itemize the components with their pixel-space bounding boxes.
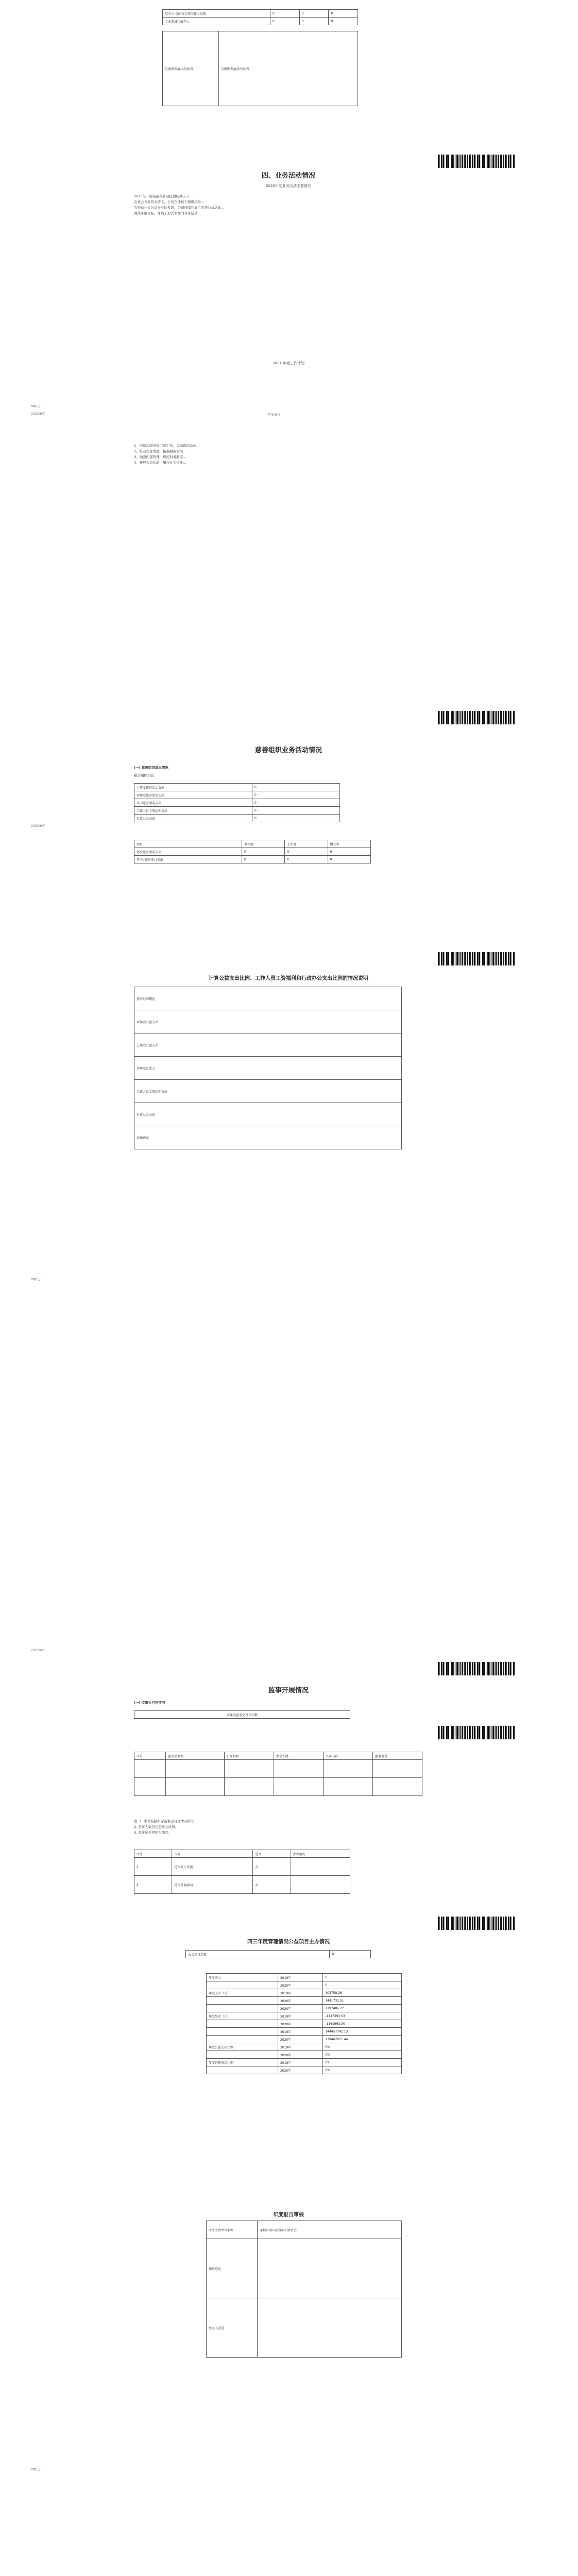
- section-title: 慈善组织业务活动情况: [254, 747, 322, 754]
- sub-heading: (一) 慈善组织基本情况: [134, 766, 168, 770]
- table-row: 工作人员工资福利支出 0: [134, 807, 340, 815]
- table-row: [163, 31, 358, 106]
- table-row: 2019年 144457342.13: [207, 2028, 402, 2036]
- table-row: 年度结余（元） 2019年 -1117393.93: [207, 2012, 402, 2020]
- staff-table: [162, 9, 358, 25]
- table-row: 其中: 慈善项目支出 0 0 0: [134, 856, 371, 863]
- table-row: 其中:社会团体专职工作人员数 0 0 0: [163, 10, 358, 18]
- table-row: 2020年 1441732.51: [207, 1997, 402, 2005]
- review-table-small: [206, 2221, 402, 2358]
- table-row: 2020年 138462021.44: [207, 2036, 402, 2043]
- page-header: 2021/6/7: [31, 412, 45, 416]
- table-row: 年度慈善活动支出 0 0 0: [134, 848, 371, 856]
- page-5: [31, 1973, 546, 2488]
- section-title: 年度报告审核: [273, 2212, 304, 2218]
- row-value: 互联网发展状况说明: [219, 31, 358, 106]
- page-footer: http://...: [31, 2468, 44, 2471]
- section-title: 计算公益支出比例、工作人员工资福利和行政办公支出比例的情况说明: [209, 976, 368, 981]
- barcode-image: [438, 1726, 515, 1739]
- table-row: 2020年 2197486.27: [207, 2005, 402, 2012]
- table-row: 经办人意见: [207, 2298, 402, 2358]
- table-row: 本年度监事会召开次数: [134, 1711, 350, 1719]
- table-row: 工作人员工资福利支出: [134, 1080, 402, 1103]
- project-count-table: [185, 1950, 371, 1958]
- barcode-image: [438, 155, 515, 168]
- table-row: 2020年 0%: [207, 2051, 402, 2059]
- notes: 注: 1. 本表按照实际监事会召开情况填写。 2. 监事人数包括监事会成员。 3. 监事意见须如实填写。: [134, 1819, 198, 1835]
- row-label: 专业领域代表性人: [163, 18, 270, 25]
- table-row: [134, 1760, 422, 1778]
- table-row: 2 是否开展活动 否: [134, 1876, 350, 1894]
- table-row: 业务主管单位名称 深圳市南山区残疾人联合会: [207, 2221, 402, 2239]
- table-row: 专业领域代表性人 0 0 0: [163, 18, 358, 25]
- table-row: 慈善组织概述: [134, 987, 402, 1010]
- barcode-image: [438, 711, 515, 724]
- page-header: 2021/6/7: [31, 824, 45, 828]
- barcode-image: [438, 1662, 515, 1675]
- row-label: 互联网发展状况说明: [163, 31, 219, 106]
- plan-paragraph: 1、继续加强党建引领工作，提高政治站位... 2、推动业务发展，拓展服务领域... 3、加强内部管理，规范财务制度... 4、开展公益活动，履行社会责任...: [134, 444, 200, 465]
- section-title: 四三年度管理情况公益项目主办情况: [247, 1939, 330, 1945]
- table-row: 本年度公益支出: [134, 1010, 402, 1033]
- barcode-image: [438, 952, 515, 965]
- activity-paragraph: 2020年，蘑菇街在新冠疫情的冲击下，... 在社会各界的支持下，公司全体员工积极投身... 为推动社会公益事业的发展，公司持续开展了多项公益活动... 围绕年度目标，开展了形式多样的业务活动...: [134, 194, 225, 215]
- section-title: 监事开展情况: [268, 1687, 309, 1694]
- supervisor-count-table: [134, 1710, 350, 1719]
- table-row: 初审意见: [207, 2239, 402, 2298]
- table-row: 上年度公益支出: [134, 1033, 402, 1057]
- section-title: 四、业务活动情况: [261, 172, 315, 180]
- charity-info-table: [134, 783, 340, 822]
- work-plan-caption: 2021 年度工作计划: [272, 361, 305, 365]
- table-row: 序号 监事会名称 召开时间 参会人数 主要内容 监事意见: [134, 1752, 422, 1760]
- table-row: 其中慈善活动支出 0: [134, 799, 340, 807]
- barcode-image: [438, 1917, 515, 1930]
- table-row: 行政办公支出: [134, 1103, 402, 1126]
- table-row: 上年度慈善活动支出 0: [134, 784, 340, 791]
- page-header: 2021/6/7: [31, 1649, 45, 1652]
- table-row: 行政办公支出 0: [134, 815, 340, 822]
- table-row: [134, 1778, 422, 1796]
- page-footer: http://...: [31, 1278, 44, 1281]
- section-subtitle: 2020年度业务活动主要情况: [266, 184, 311, 188]
- table-row: 本年度总收入: [134, 1057, 402, 1080]
- supervisor-meeting-table: [134, 1752, 422, 1796]
- table-row: 年度收入 2019年 0: [207, 1974, 402, 1981]
- sub-heading: 慈善组织信息: [134, 773, 154, 777]
- table-row: 年度支出（元） 2019年 103758.26: [207, 1989, 402, 1997]
- table-row: 公益项目总数 0: [186, 1951, 371, 1958]
- table-row: 2020年 0%: [207, 2066, 402, 2074]
- page-3: [31, 824, 546, 1288]
- table-row: 序号 内容 是否 办理情况: [134, 1850, 350, 1858]
- table-row: 2020年 -1161963.30: [207, 2020, 402, 2028]
- table-row: 项目 本年度 上年度 增长率: [134, 840, 371, 848]
- row-label: 其中:社会团体专职工作人员数: [163, 10, 270, 18]
- finance-table: [206, 1973, 402, 2074]
- table-row: 年度公益支出比例 2019年 0%: [207, 2043, 402, 2051]
- table-row: 管理费用: [134, 1126, 402, 1149]
- table-row: 1 是否发生变更 否: [134, 1858, 350, 1876]
- table-row: 年度管理费用比例 2019年 0%: [207, 2059, 402, 2066]
- expense-table: [134, 840, 371, 863]
- table-row: 本年度慈善活动支出 0: [134, 791, 340, 799]
- table-row: 2020年 0: [207, 1981, 402, 1989]
- ratio-explanation-table: [134, 987, 402, 1149]
- page-footer: http://...: [31, 404, 44, 408]
- page-header-title: 年度报告: [268, 413, 281, 417]
- sub-heading: (一) 监事会召开情况: [134, 1701, 165, 1705]
- change-table: [134, 1850, 350, 1894]
- internet-status-table: [162, 31, 358, 106]
